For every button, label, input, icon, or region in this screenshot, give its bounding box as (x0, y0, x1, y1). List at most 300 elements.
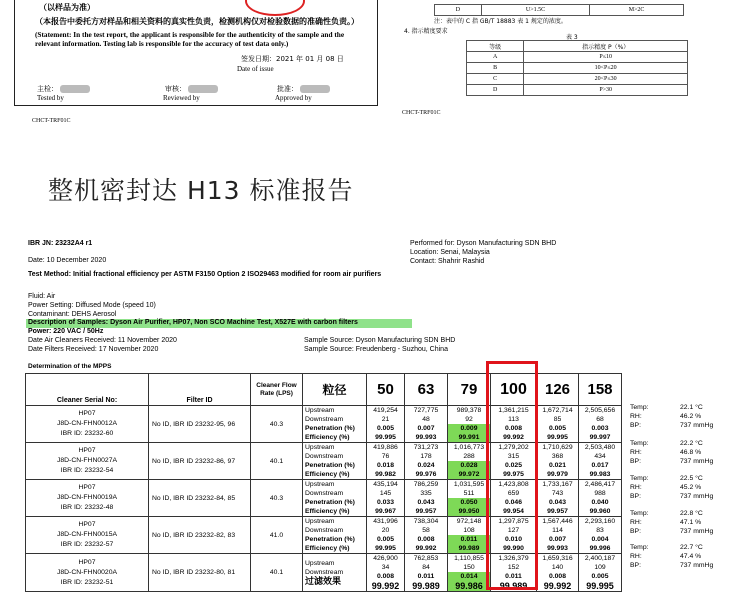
env-value: 737 mmHg (680, 528, 714, 535)
contaminant: Contaminant: DEHS Aerosol (28, 311, 117, 318)
serial-number: J8D-CN-FHN0020A (56, 568, 118, 576)
penetration-value: 0.011 (448, 535, 490, 544)
upstream-value: 989,378 (456, 407, 482, 414)
efficiency-value: 99.995 (586, 581, 614, 591)
upstream-value: 738,304 (413, 518, 439, 525)
efficiency-value: 99.954 (503, 508, 524, 515)
upstream-value: 2,293,160 (584, 518, 616, 525)
upstream-value: 1,110,855 (454, 555, 484, 562)
efficiency-value: 99.960 (589, 508, 611, 515)
penetration-value: 0.021 (548, 462, 566, 469)
downstream-value: 368 (551, 453, 564, 460)
penetration-value: 0.005 (591, 573, 609, 580)
size-50: 50 (367, 374, 405, 406)
cleaner-serial-cell (26, 517, 149, 554)
size-126-cell (537, 406, 579, 443)
environment-reading (622, 421, 732, 430)
upstream-value: 1,659,316 (542, 555, 573, 562)
row-labels-cell (303, 406, 367, 443)
filter-id-cell (149, 406, 251, 443)
env-value: 22.1 °C (680, 404, 703, 411)
upstream-value: 727,775 (413, 407, 439, 414)
downstream-value: 34 (381, 564, 390, 571)
final-effect-label: 过滤效果 (305, 576, 342, 587)
environment-reading (622, 509, 732, 518)
reviewed-by-en: Reviewed by (163, 94, 200, 102)
environment-reading (622, 518, 732, 527)
penetration-value: 0.007 (548, 536, 566, 543)
row-label: Upstream (305, 518, 335, 525)
upstream-value: 1,016,773 (453, 444, 485, 451)
size-79: 79 (448, 374, 491, 406)
row-label: Downstream (305, 453, 344, 460)
downstream-value: 108 (463, 527, 475, 534)
sample-source-1: Sample Source: Dyson Manufacturing SDN BHD (304, 337, 456, 344)
header-flow: Cleaner Flow Rate (LPS) (251, 374, 303, 406)
downstream-value: 288 (463, 453, 475, 460)
performed-for: Performed for: Dyson Manufacturing SDN BHD (410, 240, 557, 247)
size-126-cell (537, 517, 579, 554)
efficiency-value: 99.986 (448, 581, 490, 591)
downstream-value: 21 (381, 416, 390, 423)
size-50-cell (367, 480, 405, 517)
serial-model: HP07 (78, 484, 96, 491)
environment-reading (622, 439, 732, 448)
filter-id: No ID, IBR ID 23232-84, 85 (152, 494, 236, 502)
row-label: Downstream (305, 527, 344, 534)
penetration-value: 0.025 (504, 462, 522, 469)
penetration-value: 0.018 (376, 462, 394, 469)
env-label: BP: (630, 562, 641, 569)
approved-by-cn: 批准： (277, 85, 298, 93)
power-setting: Power Setting: Diffused Mode (speed 10) (28, 302, 156, 309)
size-79-cell (448, 554, 491, 592)
filter-id-cell (149, 517, 251, 554)
size-50-cell (367, 443, 405, 480)
environment-reading (622, 457, 732, 466)
upstream-value: 1,423,808 (498, 481, 529, 488)
env-value: 22.2 °C (680, 440, 703, 447)
date-cleaners-received: Date Air Cleaners Received: 11 November 2020 (28, 337, 177, 344)
flow-rate: 40.3 (269, 494, 284, 502)
upstream-value: 1,672,714 (542, 407, 573, 414)
size-63-cell (405, 517, 448, 554)
upstream-value: 1,031,595 (453, 481, 485, 488)
serial-number: J8D-CN-FHN0015A (56, 531, 118, 538)
page-title: 整机密封达 H13 标准报告 (48, 176, 354, 205)
downstream-value: 85 (553, 416, 562, 423)
downstream-value: 335 (420, 490, 432, 497)
row-label: Penetration (%) (305, 425, 355, 432)
table-row-value: P>30 (524, 85, 688, 96)
table-row-grade: B (467, 63, 524, 74)
serial-ibr-id: IBR ID: 23232-60 (60, 430, 114, 437)
efficiency-value: 99.972 (448, 470, 490, 479)
row-label: Downstream (305, 568, 344, 576)
upstream-value: 731,273 (413, 444, 439, 451)
col-header-grade: 等级 (467, 41, 524, 52)
downstream-value: 988 (594, 490, 606, 497)
top-row-value-1: U>1.5C (481, 5, 589, 16)
penetration-value: 0.005 (376, 425, 394, 432)
size-63-cell (405, 554, 448, 592)
cleaner-serial-cell (26, 443, 149, 480)
upstream-value: 972,148 (456, 518, 482, 525)
flow-rate: 41.0 (269, 531, 284, 539)
size-126-cell (537, 480, 579, 517)
penetration-value: 0.005 (376, 536, 394, 543)
serial-model: HP07 (78, 410, 96, 417)
efficiency-value: 99.957 (547, 508, 568, 515)
size-63-cell (405, 406, 448, 443)
serial-number: J8D-CN-FHN0027A (56, 457, 118, 464)
penetration-value: 0.003 (591, 425, 609, 432)
serial-model: HP07 (78, 558, 96, 566)
env-label: RH: (630, 484, 642, 491)
efficiency-value: 99.997 (589, 434, 611, 441)
efficiency-value: 99.989 (412, 581, 440, 591)
row-label: Downstream (305, 416, 344, 423)
env-value: 47.1 % (680, 519, 702, 526)
environment-reading (622, 492, 732, 501)
efficiency-value: 99.993 (547, 545, 568, 552)
size-63-cell (405, 443, 448, 480)
env-label: Temp: (630, 440, 649, 447)
size-79-cell (448, 480, 491, 517)
right-note: 注：表中的 C 指 GB/T 18883 表 1 规定的浓度。 (434, 18, 567, 25)
efficiency-value: 99.990 (503, 545, 524, 552)
precision-table (466, 40, 688, 96)
efficiency-value: 99.950 (448, 507, 490, 516)
size-50-cell (367, 517, 405, 554)
size-100: 100 (491, 374, 537, 406)
serial-ibr-id: IBR ID: 23232-57 (60, 541, 114, 548)
upstream-value: 419,886 (373, 444, 398, 451)
size-158-cell (579, 480, 622, 517)
penetration-value: 0.046 (504, 499, 522, 506)
row-label: Upstream (305, 481, 335, 488)
fluid: Fluid: Air (28, 293, 56, 300)
size-79-cell (448, 517, 491, 554)
row-labels-cell (303, 480, 367, 517)
penetration-value: 0.011 (417, 573, 435, 580)
penetration-value: 0.040 (591, 499, 609, 506)
row-label: Penetration (%) (305, 536, 355, 543)
row-labels-cell (303, 554, 367, 592)
statement-en-1: (Statement: In the test report, the applicant is responsible for the authenticity of the sample and the (35, 30, 345, 39)
header-fragment: （以样品为准） (39, 3, 95, 12)
filter-id-cell (149, 554, 251, 592)
penetration-value: 0.008 (376, 573, 394, 580)
left-document (14, 0, 378, 106)
upstream-value: 1,733,167 (542, 481, 573, 488)
downstream-value: 58 (422, 527, 430, 534)
statement-cn: （本报告中委托方对样品和相关资料的真实性负责，检测机构仅对检验数据的准确性负责。） (35, 17, 359, 26)
penetration-value: 0.017 (591, 462, 609, 469)
environment-reading (622, 448, 732, 457)
size-158-cell (579, 554, 622, 592)
penetration-value: 0.014 (448, 572, 490, 581)
efficiency-value: 99.983 (589, 471, 611, 478)
row-label: Efficiency (%) (305, 434, 350, 441)
mpps-highlight-box (486, 361, 538, 590)
row-label: Upstream (305, 407, 335, 414)
size-158: 158 (579, 374, 622, 406)
tested-signature (60, 85, 90, 93)
filter-id-cell (149, 443, 251, 480)
row-label: Efficiency (%) (305, 545, 350, 552)
flow-rate-cell (251, 443, 303, 480)
penetration-value: 0.010 (504, 536, 522, 543)
upstream-value: 1,710,629 (542, 444, 573, 451)
downstream-value: 743 (551, 490, 564, 497)
env-value: 737 mmHg (680, 458, 714, 465)
header-particle-size: 粒径 (303, 374, 367, 406)
penetration-value: 0.008 (417, 536, 435, 543)
reviewed-by-cn: 审核： (165, 85, 186, 93)
filter-id: No ID, IBR ID 23232-82, 83 (152, 531, 236, 539)
size-63-cell (405, 480, 448, 517)
efficiency-value: 99.995 (547, 434, 568, 441)
env-value: 22.5 °C (680, 475, 703, 482)
flow-rate: 40.3 (269, 420, 284, 428)
env-label: Temp: (630, 510, 649, 517)
efficiency-value: 99.976 (415, 471, 437, 478)
efficiency-value: 99.992 (543, 581, 572, 591)
penetration-value: 0.043 (548, 499, 566, 506)
penetration-value: 0.007 (417, 425, 435, 432)
red-stamp-arc (245, 0, 305, 16)
row-label: Penetration (%) (305, 462, 355, 469)
header-serial: Cleaner Serial No: (26, 374, 149, 406)
statement-en-2: relevant information. Testing lab is responsible for the accuracy of test data only.) (35, 39, 289, 48)
env-value: 737 mmHg (680, 493, 714, 500)
upstream-value: 1,361,215 (498, 407, 529, 414)
downstream-value: 83 (596, 527, 604, 534)
env-value: 22.7 °C (680, 544, 703, 551)
row-label: Efficiency (%) (305, 471, 350, 478)
downstream-value: 20 (381, 527, 390, 534)
penetration-value: 0.033 (376, 499, 394, 506)
downstream-value: 92 (465, 416, 473, 423)
environment-reading (622, 412, 732, 421)
row-labels-cell (303, 517, 367, 554)
serial-ibr-id: IBR ID: 23232-54 (60, 467, 114, 474)
upstream-value: 762,853 (413, 555, 439, 562)
size-79-cell (448, 443, 491, 480)
downstream-value: 150 (463, 564, 475, 571)
tested-by-cn: 主检： (37, 85, 58, 93)
env-label: RH: (630, 519, 642, 526)
penetration-value: 0.043 (417, 499, 435, 506)
environment-reading (622, 561, 732, 570)
downstream-value: 178 (420, 453, 432, 460)
env-value: 46.8 % (680, 449, 702, 456)
flow-rate-cell (251, 480, 303, 517)
upstream-value: 426,900 (373, 555, 398, 562)
env-label: RH: (630, 553, 642, 560)
row-label: Penetration (%) (305, 499, 355, 506)
upstream-value: 1,279,202 (498, 444, 529, 451)
filter-id-cell (149, 480, 251, 517)
precision-top-row (434, 4, 684, 16)
efficiency-value: 99.989 (448, 544, 490, 553)
env-value: 22.8 °C (680, 510, 703, 517)
flow-rate: 40.1 (269, 569, 284, 576)
serial-number: J8D-CN-FHN0012A (56, 420, 118, 427)
issue-date-en: Date of issue (237, 65, 274, 73)
environment-reading (622, 527, 732, 536)
table-row-value: P≤10 (524, 52, 688, 63)
cleaner-serial-cell (26, 406, 149, 443)
reviewed-signature (188, 85, 218, 93)
table-row-value: 10<P≤20 (524, 63, 688, 74)
environment-reading (622, 483, 732, 492)
location: Location: Senai, Malaysia (410, 249, 490, 256)
downstream-value: 114 (552, 527, 563, 534)
efficiency-value: 99.995 (375, 434, 396, 441)
cleaner-serial-cell (26, 480, 149, 517)
contact: Contact: Shahrir Rashid (410, 258, 485, 265)
env-value: 46.2 % (680, 413, 702, 420)
size-79-cell (448, 406, 491, 443)
serial-model: HP07 (78, 521, 96, 528)
upstream-value: 435,194 (373, 481, 398, 488)
filter-id: No ID, IBR ID 23232-95, 96 (152, 420, 236, 428)
penetration-value: 0.050 (448, 498, 490, 507)
downstream-value: 659 (507, 490, 520, 497)
size-50-cell (367, 554, 405, 592)
approved-signature (300, 85, 330, 93)
right-table-caption: 表 3 (566, 34, 578, 41)
sample-description: Description of Samples: Dyson Air Purifier, HP07, Non SCO Machine Test, X527E with carbon filters (26, 319, 412, 328)
upstream-value: 2,486,417 (584, 481, 616, 488)
penetration-value: 0.009 (448, 424, 490, 433)
size-63: 63 (405, 374, 448, 406)
upstream-value: 1,297,875 (498, 518, 529, 525)
table-row-grade: D (467, 85, 524, 96)
left-footer-code: CHCT-TRF01C (32, 118, 71, 124)
power: Power: 220 VAC / 50Hz (28, 328, 104, 335)
col-header-precision: 指示精度 P（%） (524, 41, 688, 52)
env-label: RH: (630, 413, 642, 420)
serial-model: HP07 (78, 447, 96, 454)
size-158-cell (579, 406, 622, 443)
right-section: 4. 指示精度要求 (404, 28, 448, 35)
downstream-value: 315 (507, 453, 520, 460)
efficiency-value: 99.975 (503, 471, 524, 478)
env-label: BP: (630, 422, 641, 429)
efficiency-value: 99.991 (448, 433, 490, 442)
tested-by-en: Tested by (37, 94, 64, 102)
report-ibr: IBR JN: 23232A4 r1 (28, 240, 93, 247)
downstream-value: 511 (463, 490, 475, 497)
downstream-value: 140 (551, 564, 564, 571)
upstream-value: 2,505,656 (584, 407, 616, 414)
row-label: Downstream (305, 490, 344, 497)
top-row-grade: D (435, 5, 482, 16)
downstream-value: 68 (596, 416, 604, 423)
penetration-value: 0.024 (417, 462, 435, 469)
downstream-value: 145 (379, 490, 392, 497)
env-value: 737 mmHg (680, 422, 714, 429)
efficiency-value: 99.995 (375, 545, 396, 552)
filter-id: No ID, IBR ID 23232-86, 97 (152, 457, 236, 465)
flow-rate: 40.1 (269, 457, 284, 465)
table-row-grade: C (467, 74, 524, 85)
efficiency-value: 99.992 (415, 545, 437, 552)
downstream-value: 127 (507, 527, 520, 534)
downstream-value: 152 (507, 564, 520, 571)
penetration-value: 0.004 (591, 536, 609, 543)
size-126-cell (537, 443, 579, 480)
efficiency-value: 99.957 (415, 508, 437, 515)
penetration-value: 0.008 (548, 573, 566, 580)
env-label: Temp: (630, 475, 649, 482)
size-126-cell (537, 554, 579, 592)
efficiency-value: 99.996 (589, 545, 611, 552)
mpps-heading: Determination of the MPPS (28, 363, 112, 370)
serial-number: J8D-CN-FHN0019A (56, 494, 118, 501)
environment-reading (622, 543, 732, 552)
right-footer-code: CHCT-TRF01C (402, 110, 441, 116)
penetration-value: 0.008 (504, 425, 522, 432)
efficiency-value: 99.967 (375, 508, 396, 515)
upstream-value: 2,400,187 (584, 555, 616, 562)
env-value: 737 mmHg (680, 562, 714, 569)
report-date: Date: 10 December 2020 (28, 257, 107, 264)
downstream-value: 76 (381, 453, 390, 460)
env-value: 45.2 % (680, 484, 702, 491)
env-label: BP: (630, 493, 641, 500)
penetration-value: 0.028 (448, 461, 490, 470)
env-value: 47.4 % (680, 553, 702, 560)
table-row-grade: A (467, 52, 524, 63)
flow-rate-cell (251, 517, 303, 554)
flow-rate-cell (251, 554, 303, 592)
efficiency-value: 99.982 (375, 471, 396, 478)
efficiency-value: 99.992 (371, 581, 400, 591)
penetration-value: 0.005 (548, 425, 566, 432)
top-row-value-2: M>2C (590, 5, 684, 16)
serial-ibr-id: IBR ID: 23232-51 (60, 578, 114, 586)
downstream-value: 84 (422, 564, 430, 571)
downstream-value: 109 (594, 564, 606, 571)
efficiency-value: 99.993 (415, 434, 437, 441)
env-label: Temp: (630, 544, 649, 551)
size-50-cell (367, 406, 405, 443)
env-label: RH: (630, 449, 642, 456)
header-filter: Filter ID (149, 374, 251, 406)
upstream-value: 786,259 (413, 481, 439, 488)
environment-reading (622, 403, 732, 412)
downstream-value: 434 (594, 453, 606, 460)
filter-id: No ID, IBR ID 23232-80, 81 (152, 569, 236, 576)
size-158-cell (579, 517, 622, 554)
approved-by-en: Approved by (275, 94, 312, 102)
efficiency-value: 99.992 (503, 434, 524, 441)
row-labels-cell (303, 443, 367, 480)
efficiency-value: 99.979 (547, 471, 568, 478)
row-label: Efficiency (%) (305, 508, 350, 515)
env-label: BP: (630, 458, 641, 465)
env-label: BP: (630, 528, 641, 535)
table-row-value: 20<P≤30 (524, 74, 688, 85)
right-document (386, 0, 721, 105)
environment-reading (622, 474, 732, 483)
downstream-value: 48 (422, 416, 430, 423)
sample-source-2: Sample Source: Freudenberg - Suzhou, China (304, 346, 448, 353)
